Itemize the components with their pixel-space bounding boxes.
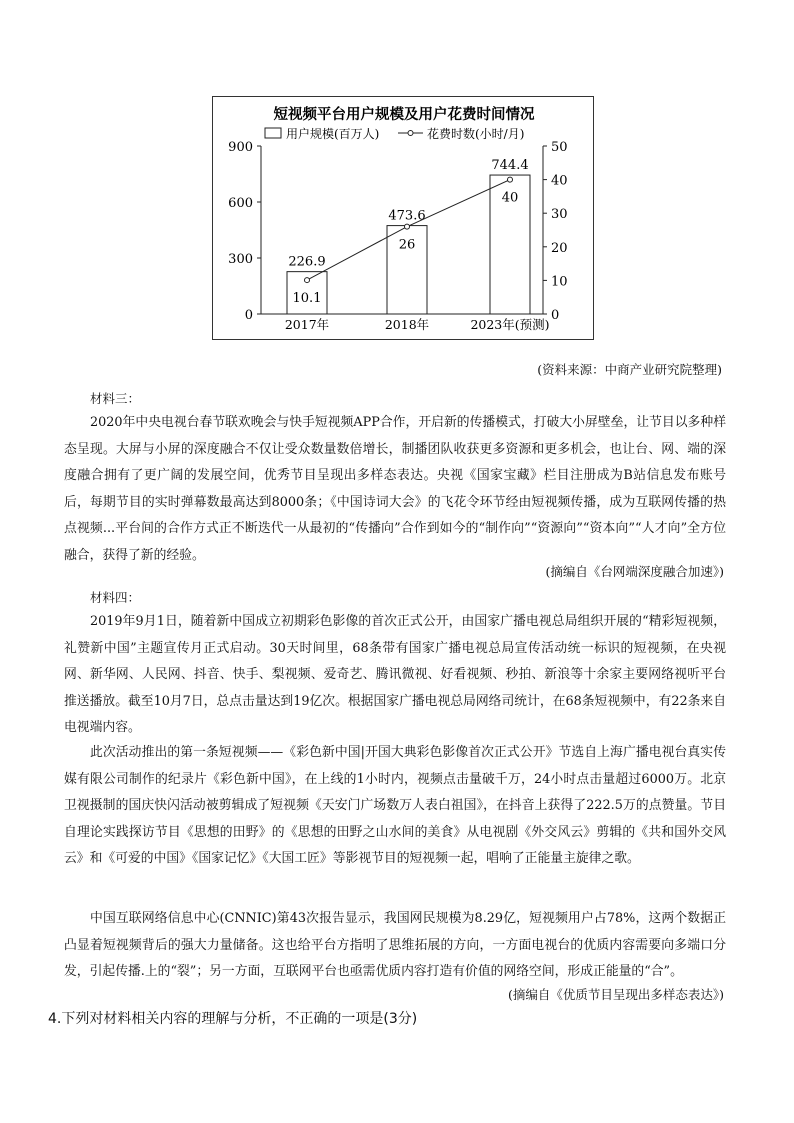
line-value-label: 40	[501, 190, 519, 206]
material4-paragraph-3: 中国互联网络信息中心(CNNIC)第43次报告显示，我国网民规模为8.29亿，短视频用户占78%，这两个数据正凸显着短视频背后的强大力量储备。这也给平台方指明了思维拓展的方向，一方面电视台的优质内容需要向多端口分发，引起传播.上的“裂”；另一方面，互联网平台也亟需优质内容打造有价值的网络空间，形成正能量的“合”。	[64, 911, 726, 980]
y-left-tick-label: 300	[228, 252, 253, 267]
y-right-tick-label: 30	[551, 207, 568, 223]
legend-bar-swatch	[265, 128, 281, 138]
bar-value-label: 744.4	[491, 158, 529, 174]
material4-title: 材料四：	[90, 590, 141, 605]
line-point	[508, 177, 513, 182]
line-value-label: 26	[398, 237, 416, 253]
material3-paragraph: 2020年中央电视台春节联欢晚会与快手短视频APP合作，开启新的传播模式，打破大小屏壁垒，让节目以多种样态呈现。大屏与小屏的深度融合不仅让受众数量数倍增长，制播团队收获更多资源和更多机会，也让台、网、端的深度融合拥有了更广阔的发展空间，优秀节目呈现出多样态表达。央视《国家宝藏》栏目注册成为B站信息发布账号后，每期节目的实时弹幕数最高达到8000条；《中国诗词大会》的飞花令环节经由短视频传播，成为互联网传播的热点视频...平台间的合作方式正不断迭代一从最初的“传播向”合作到如今的“制作向”“资源向”“资本向”“人才向”全方位融合，获得了新的经验。	[64, 415, 726, 563]
y-right-tick-label: 0	[551, 308, 560, 323]
bar-value-label: 226.9	[288, 254, 326, 270]
material3-citation: (摘编自《台网端深度融合加速》)	[545, 564, 724, 579]
legend-line-marker	[408, 131, 413, 136]
y-right-tick-label: 20	[551, 240, 568, 256]
chart-frame	[212, 96, 594, 340]
legend-line-label: 花费时数(小时/月)	[427, 127, 525, 141]
question-4: 4.下列对材料相关内容的理解与分析，不正确的一项是(3分)	[48, 1011, 418, 1027]
legend-bar-label: 用户规模(百万人)	[286, 127, 380, 141]
y-left-tick-label: 0	[244, 308, 253, 323]
material4-paragraph-1: 2019年9月1日，随着新中国成立初期彩色影像的首次正式公开，由国家广播电视总局组织开展的“精彩短视频，礼赞新中国”主题宣传月正式启动。30天时间里，68条带有国家广播电视总局宣传活动统一标识的短视频，在央视网、新华网、人民网、抖音、快手、梨视频、爱奇艺、腾讯微视、好看视频、秒拍、新浪等十余家主要网络视听平台推送播放。截至10月7日，总点击量达到19亿次。根据国家广播电视总局网络司统计，在68条短视频中，有22条来自电视端内容。	[64, 614, 726, 736]
y-right-tick-label: 10	[551, 274, 568, 290]
line-point	[405, 224, 410, 229]
material4-paragraph-2: 此次活动推出的第一条短视频——《彩色新中国|开国大典彩色影像首次正式公开》节选自上海广播电视台真实传媒有限公司制作的纪录片《彩色新中国》，在上线的1小时内，视频点击量破千万，24小时点击量超过6000万。北京卫视摄制的国庆快闪活动被剪辑成了短视频《天安门广场数万人表白祖国》，在抖音上获得了222.5万的点赞量。节目自理论实践探访节目《思想的田野》的《思想的田野之山水间的美食》从电视剧《外交风云》剪辑的《共和国外交风云》和《可爱的中国》《国家记忆》《大国工匠》等影视节目的短视频一起，唱响了正能量主旋律之歌。	[64, 745, 726, 867]
line-value-label: 10.1	[292, 291, 322, 307]
x-tick-label: 2023年(预测)	[470, 317, 550, 332]
material3-title: 材料三：	[90, 391, 141, 406]
source-note: (资料来源：中商产业研究院整理)	[537, 362, 722, 377]
y-left-tick-label: 900	[228, 140, 253, 155]
y-right-tick-label: 50	[551, 140, 568, 155]
x-tick-label: 2017年	[284, 317, 330, 332]
bar-line-chart	[213, 97, 595, 341]
x-tick-label: 2018年	[384, 317, 430, 332]
chart-title: 短视频平台用户规模及用户花费时间情况	[273, 106, 535, 123]
line-point	[305, 278, 310, 283]
material4-citation: (摘编自《优质节目呈现出多样态表达》)	[507, 987, 724, 1002]
bar-value-label: 473.6	[388, 208, 426, 224]
y-left-tick-label: 600	[228, 196, 253, 211]
y-right-tick-label: 40	[551, 173, 568, 189]
